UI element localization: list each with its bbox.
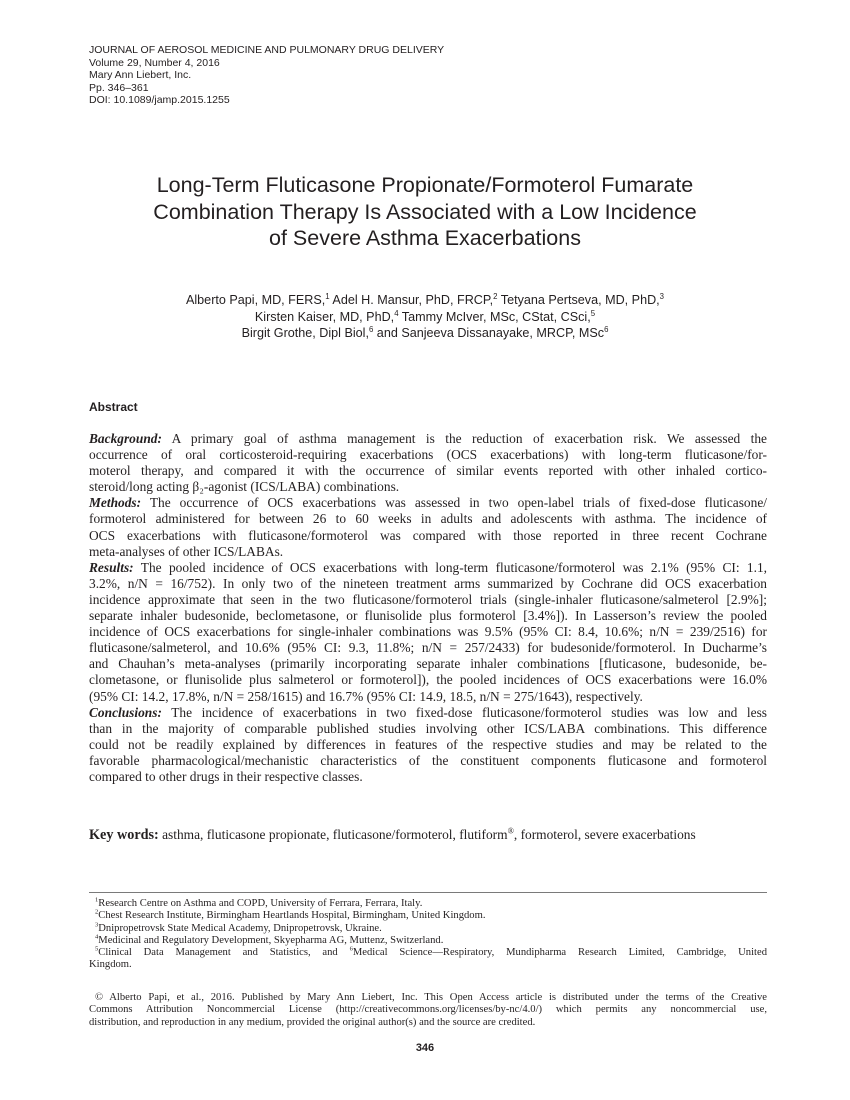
keywords-text: asthma, fluticasone propionate, fluticasone/formoterol, flutiform [158, 827, 508, 842]
abstract-text-line: could not be readily explained by differences in features of the respective studies and may be related to the [89, 736, 767, 752]
abstract-text-line: The incidence of exacerbations in two fixed-dose fluticasone/formoterol studies was low and less [161, 704, 767, 720]
license-line: distribution, and reproduction in any medium, provided the original author(s) and the source are credited. [89, 1016, 536, 1028]
footnote-marker: 5 [95, 945, 99, 953]
affiliation-marker: 1 [325, 291, 330, 301]
footnote-text: Medicinal and Regulatory Development, Skyepharma AG, Muttenz, Switzerland. [98, 934, 444, 946]
keywords-label: Key words: [89, 827, 159, 843]
author-line-2 [60, 309, 790, 326]
license-line: Commons Attribution Noncommercial License (http://creativecommons.org/licenses/by-nc/4.0/) which permits any noncommercial use, [89, 1004, 767, 1016]
footnote-marker: 6 [349, 945, 353, 953]
footnote-text: Clinical Data Management and Statistics, and [98, 947, 350, 959]
author-line-3 [60, 325, 790, 342]
footnote-continuation: Kingdom. [89, 959, 132, 971]
author-name: Alberto Papi, MD, FERS, [185, 293, 326, 307]
abstract-text-line: meta-analyses of other ICS/LABAs. [89, 543, 284, 559]
abstract-text-line: steroid/long acting β₂-agonist (ICS/LABA) combinations. [89, 479, 400, 495]
abstract-text-line: incidence approximate that seen in the two fluticasone/formoterol trials (single-inhaler fluticasone/salmeterol [2.9%]; [89, 591, 767, 607]
author-name: Kirsten Kaiser, MD, PhD, [254, 309, 395, 324]
affiliation-marker: 5 [590, 308, 596, 318]
journal-publisher: Mary Ann Liebert, Inc. [89, 69, 192, 81]
abstract-text-line: clometasone, or flunisolide plus salmeterol or formoterol]), the pooled incidences of OCS exacerbations were 16.0% [89, 672, 767, 688]
affiliations-footnotes [89, 898, 767, 972]
affiliation-marker: 4 [394, 308, 399, 318]
affiliation-marker: 6 [604, 324, 609, 334]
section-label: Conclusions: [89, 704, 162, 720]
footnote [89, 947, 767, 959]
footnote-marker: 2 [95, 908, 99, 916]
footnote-text: Research Centre on Asthma and COPD, University of Ferrara, Ferrara, Italy. [98, 898, 423, 909]
journal-header [89, 44, 444, 107]
page-number: 346 [415, 1042, 435, 1054]
registered-mark: ® [507, 826, 514, 836]
affiliation-marker: 2 [493, 291, 498, 301]
abstract-text-line: A primary goal of asthma management is the reduction of exacerbation risk. We assessed the [161, 431, 767, 446]
abstract-heading: Abstract [89, 400, 138, 414]
abstract-methods [89, 495, 767, 559]
abstract-text-line: The pooled incidence of OCS exacerbations with long-term fluticasone/formoterol was 2.1% (95% CI: 1.1, [133, 559, 767, 575]
abstract-text-line: than in the majority of comparable published studies involving other ICS/LABA combinations. This difference [89, 720, 767, 736]
abstract-text-line: separate inhaler budesonide, beclometasone, or flunisolide plus formoterol [3.4%]). In Lasserson’s review the pooled [89, 608, 767, 624]
author-line-1 [60, 292, 790, 309]
section-label: Methods: [89, 495, 142, 511]
footnote-divider [89, 892, 767, 893]
journal-name: JOURNAL OF AEROSOL MEDICINE AND PULMONARY DRUG DELIVERY [89, 44, 445, 56]
journal-doi: DOI: 10.1089/jamp.2015.1255 [89, 94, 230, 106]
abstract-text-line: 3.2%, n/N = 16/752). In only two of the nineteen treatment arms summarized by Cochrane did OCS exacerbation [89, 575, 767, 591]
footnote [89, 910, 767, 922]
affiliation-marker: 6 [368, 324, 374, 334]
journal-pages: Pp. 346–361 [89, 81, 149, 94]
article-title [60, 172, 790, 252]
affiliation-marker: 3 [659, 291, 665, 301]
footnote [89, 923, 767, 935]
footnote-text: Medical Science—Respiratory, Mundipharma Research Limited, Cambridge, United [352, 947, 767, 959]
abstract-text-line: (95% CI: 14.2, 17.8%, n/N = 258/1615) and 16.7% (95% CI: 14.9, 18.5, n/N = 275/1643), respectively. [89, 688, 643, 704]
abstract-text-line: moterol therapy, and compared it with the occurrence of similar events reported with other inhaled cortico- [89, 463, 767, 479]
author-name: and Sanjeeva Dissanayake, MRCP, MSc [373, 326, 605, 340]
footnote [89, 898, 767, 910]
abstract-results [89, 560, 767, 705]
author-name: Tammy McIver, MSc, CStat, CSci, [398, 309, 591, 324]
journal-volume: Volume 29, Number 4, 2016 [89, 56, 220, 69]
abstract-text-line: incidence of OCS exacerbations for single-inhaler combinations was 9.5% (95% CI: 8.4, 10.6%; n/N = 239/2516) for [89, 624, 767, 640]
title-line-2: Combination Therapy Is Associated with a Low Incidence [153, 199, 697, 224]
abstract-text-line: compared to other drugs in their respective classes. [89, 768, 363, 784]
abstract-text-line: favorable pharmacological/mechanistic characteristics of the constituent components fluticasone and formoterol [89, 752, 767, 768]
abstract-conclusions [89, 705, 767, 785]
footnote-marker: 4 [95, 933, 99, 941]
abstract-background [89, 431, 767, 495]
keywords [89, 827, 767, 844]
footnote-marker: 1 [95, 896, 99, 904]
footnote-marker: 3 [95, 921, 99, 929]
license-statement [89, 992, 767, 1029]
abstract-text-line: The occurrence of OCS exacerbations was assessed in two open-label trials of fixed-dose fluticasone/ [141, 495, 767, 511]
abstract-body [89, 431, 767, 785]
abstract-text-line: OCS exacerbations with fluticasone/formoterol was compared with those reported in three recent Cochrane [89, 527, 767, 543]
author-name: Adel H. Mansur, PhD, FRCP, [329, 293, 494, 307]
footnote-text: Chest Research Institute, Birmingham Heartlands Hospital, Birmingham, United Kingdom. [98, 910, 486, 922]
abstract-text-line: fluticasone/salmeterol, and 10.6% (95% CI: 9.3, 11.8%; n/N = 257/2433) for budesonide/formoterol. In Ducharme’s [89, 640, 767, 656]
footnote-text: Dnipropetrovsk State Medical Academy, Dnipropetrovsk, Ukraine. [98, 922, 382, 934]
title-line-1: Long-Term Fluticasone Propionate/Formoterol Fumarate [156, 173, 694, 197]
abstract-text-line: and Chauhan’s meta-analyses (primarily incorporating separate inhaler combinations [fluticasone, budesonide, be- [89, 656, 767, 672]
keywords-text: , formoterol, severe exacerbations [513, 827, 696, 842]
footnote [89, 935, 767, 947]
abstract-text-line: formoterol administered for between 26 to 60 weeks in adults and adolescents with asthma. The incidence of [89, 511, 767, 527]
section-label: Background: [89, 431, 162, 446]
author-name: Tetyana Pertseva, MD, PhD, [497, 293, 660, 307]
abstract-text-line: occurrence of oral corticosteroid-requiring exacerbations (OCS exacerbations) with long-term fluticasone/for- [89, 447, 767, 463]
license-line: © Alberto Papi, et al., 2016. Published by Mary Ann Liebert, Inc. This Open Access article is distributed under the terms of the Creative [95, 992, 767, 1003]
title-line-3: of Severe Asthma Exacerbations [269, 226, 581, 250]
author-list [60, 292, 790, 342]
author-name: Birgit Grothe, Dipl Biol, [241, 326, 369, 340]
section-label: Results: [89, 559, 134, 575]
